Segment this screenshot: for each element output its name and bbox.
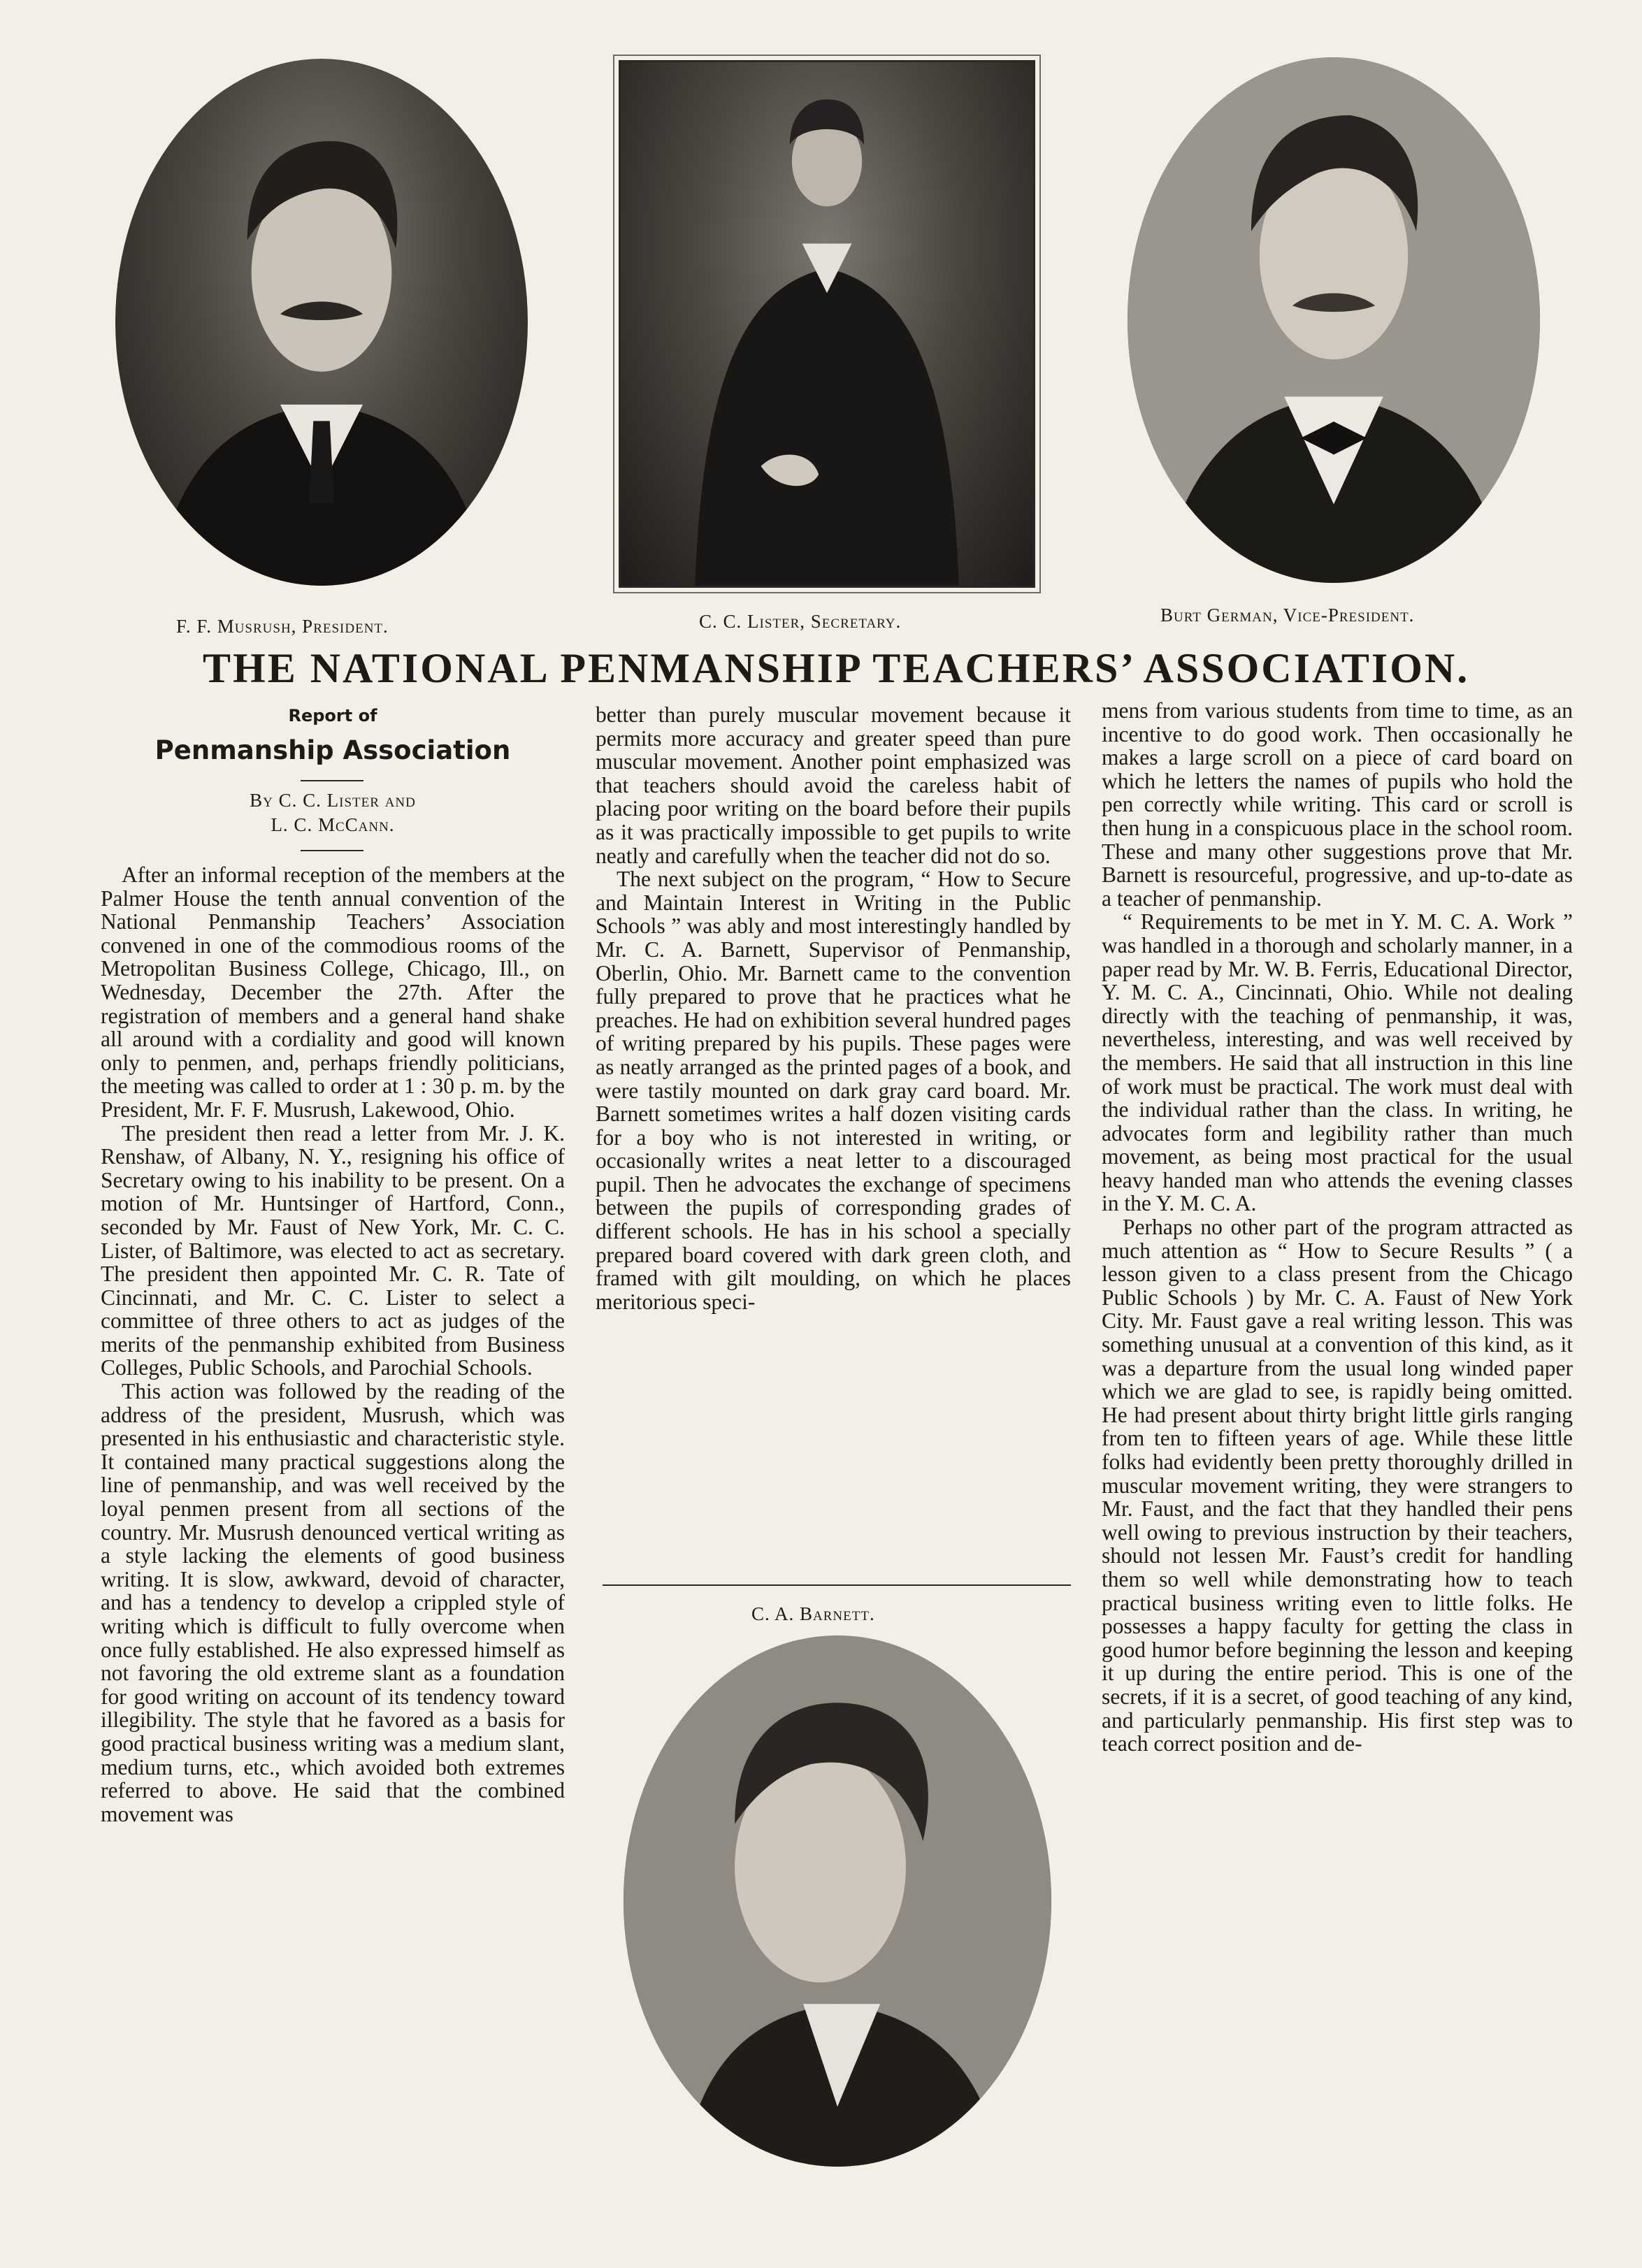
paragraph: mens from various students from time to time, as an incentive to do good work. Then occasionally he makes a large scroll on a piece of card board on which he letters the names of pupils who hold the pen correctly while writing. This card or scroll is then hung in a conspicuous place in the school room. These and many other suggestions prove that Mr. Barnett is resourceful, progressive, and up-to-date as a teacher of penmanship. [1102,698,1573,911]
portrait-musrush [115,59,528,586]
paragraph: Perhaps no other part of the program attracted as much attention as “ How to Secure Results ” ( a lesson given to a class present from the Chicago Public Schools ) by Mr. C. A. Faust of New York City. Mr. Faust gave a real writing lesson. This was something unusual at a convention of this kind, as it was a departure from the usual long winded paper which we are glad to see, is rapidly being omitted. He had present about thirty bright little girls ranging from ten to fifteen years of age. While these little folks had evidently been pretty thoroughly drilled in muscular movement writing, they were strangers to Mr. Faust, and the fact that they handled their pens well owing to previous instruction by their teachers, should not lessen Mr. Faust’s credit for handling them so well while demonstrating how to teach practical business writing even to little folks. He possesses a happy faculty for getting the class in good humor before beginning the lesson and keeping it up during the entire period. This is one of the secrets, if it is a secret, of good teaching of any kind, and particularly penmanship. His first step was to teach correct position and de- [1102,1215,1573,1756]
article-column-1 [101,863,565,1826]
portrait-barnett [624,1635,1051,2167]
paragraph: better than purely muscular movement because it permits more accuracy and greater speed than pure muscular movement. Another point emphasized was that teachers should avoid the careless habit of placing poor writing on the board before their pupils as it was practically impossible to get pupils to write neatly and carefully when the teacher did not do so. [596,702,1071,868]
report-kicker: Report of [288,706,377,725]
column-2-rule [603,1584,1071,1586]
byline-line2: L. C. McCann. [271,814,395,835]
portrait-musrush-figure [115,59,528,586]
article-column-2 [596,703,1071,1313]
portrait-german-figure [1128,57,1540,583]
paragraph: After an informal reception of the members at the Palmer House the tenth annual convention of the National Penmanship Teachers’ Association convened in one of the commodious rooms of the Metropolitan Business College, Chicago, Ill., on Wednesday, December the 27th. After the registration of members and a general hand shake all around with a cordiality and good will known only to penmen, and, perhaps friendly politicians, the meeting was called to order at 1 : 30 p. m. by the President, Mr. F. F. Musrush, Lakewood, Ohio. [101,862,565,1122]
paragraph: The president then read a letter from Mr. J. K. Renshaw, of Albany, N. Y., resigning his office of Secretary owing to his inability to be present. On a motion of Mr. Huntsinger of Hartford, Conn., seconded by Mr. Faust of New York, Mr. C. C. Lister, of Baltimore, was elected to act as secretary. The president then appointed Mr. C. R. Tate of Cincinnati, and Mr. C. C. Lister to select a committee of three others to act as judges of the merits of the penmanship exhibited from Business Colleges, Public Schools, and Parochial Schools. [101,1120,565,1380]
paragraph: “ Requirements to be met in Y. M. C. A. Work ” was handled in a thorough and scholarly manner, in a paper read by Mr. W. B. Ferris, Educational Director, Y. M. C. A., Cincinnati, Ohio. While not dealing directly with the teaching of penmanship, it was, nevertheless, interesting, and was well received by the members. He said that all instruction in this line of work must be practical. The work must deal with the individual rather than the class. In writing, he advocates form and legibility rather than much movement, as being most practical for the usual heavy handed man who attends the evening classes in the Y. M. C. A. [1102,909,1573,1216]
portrait-lister [619,60,1035,588]
paragraph: This action was followed by the reading of the address of the president, Musrush, which was presented in his enthusiastic and characteristic style. It contained many practical suggestions along the line of penmanship, and was well received by the loyal penmen present from all sections of the country. Mr. Musrush denounced vertical writing as a style lacking the elements of good business writing. It is slow, awkward, devoid of character, and has a tendency to develop a crippled style of writing which is difficult to fully overcome when once fully established. He also expressed himself as not favoring the old extreme slant as a foundation for good writing on account of its tendency toward illegibility. The style that he favored as a basis for good practical business writing was a medium slant, medium turns, etc., which avoided both extremes referred to above. He said that the combined movement was [101,1379,565,1826]
portrait-german [1128,57,1540,583]
report-heading: Penmanship Association [154,735,511,765]
caption-german: Burt German, Vice-President. [1160,605,1415,626]
caption-barnett: C. A. Barnett. [751,1603,875,1624]
portrait-lister-figure [621,62,1033,586]
report-rule-bottom [301,850,363,851]
paragraph: The next subject on the program, “ How to Secure and Maintain Interest in Writing in the Public Schools ” was ably and most interestingly handled by Mr. C. A. Barnett, Supervisor of Penmanship, Oberlin, Ohio. Mr. Barnett came to the convention fully prepared to prove that he practices what he preaches. He had on exhibition several hundred pages of writing prepared by his pupils. These pages were as neatly arranged as the printed pages of a book, and were tastily mounted on dark gray card board. Mr. Barnett sometimes writes a half dozen visiting cards for a boy who is not interested in writing, or occasionally writes a neat letter to a discouraged pupil. Then he advocates the exchange of specimens between the pupils of corresponding grades of different schools. He has in his school a specially prepared board covered with dark green cloth, and framed with gilt moulding, on which he places meritorious speci- [596,867,1071,1314]
report-rule-top [301,780,363,781]
caption-lister: C. C. Lister, Secretary. [699,611,902,632]
caption-musrush: F. F. Musrush, President. [176,616,389,637]
portrait-barnett-figure [624,1635,1051,2167]
byline-line1: By C. C. Lister and [250,790,416,811]
article-column-3 [1102,699,1573,1756]
article-title: THE NATIONAL PENMANSHIP TEACHERS’ ASSOCIATION. [203,645,1470,691]
